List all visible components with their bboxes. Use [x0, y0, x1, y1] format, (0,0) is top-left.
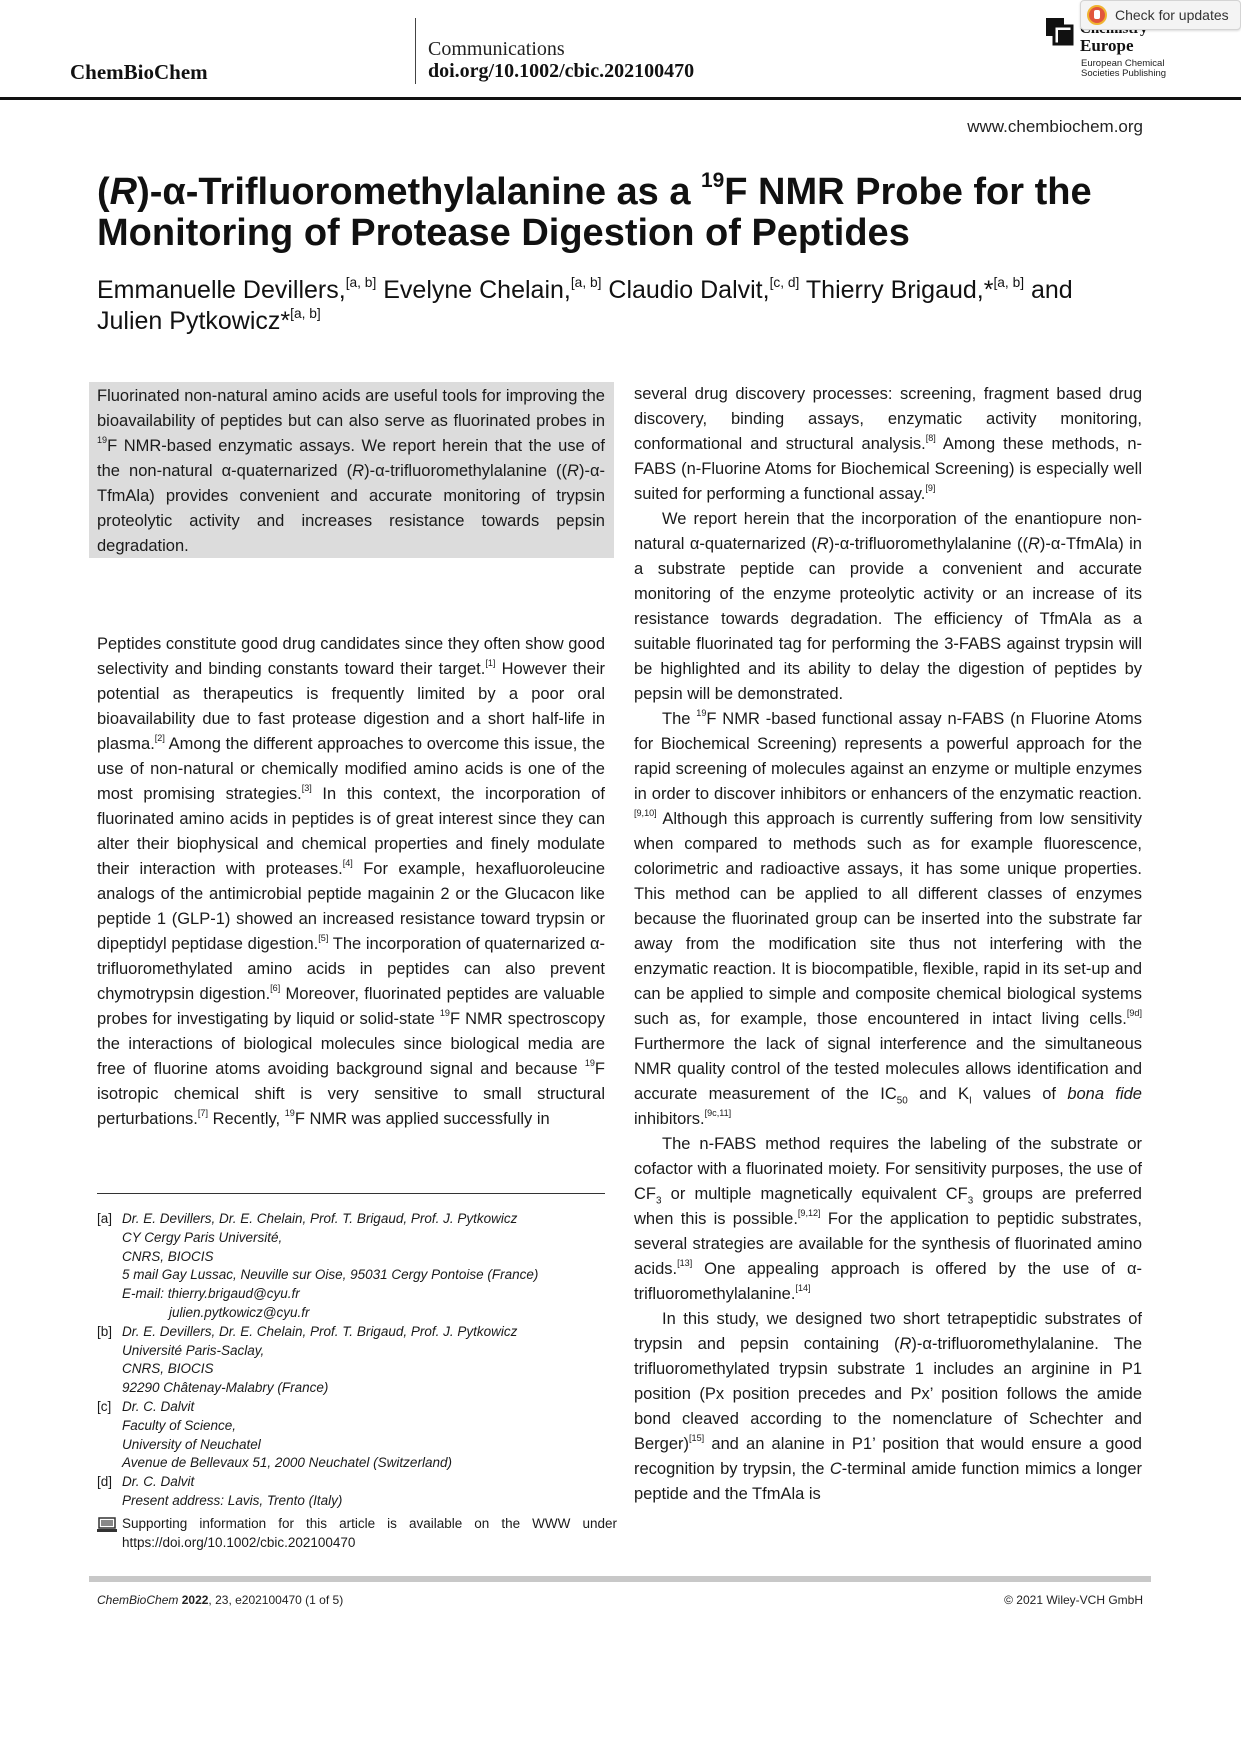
- computer-icon: [97, 1515, 122, 1553]
- citation-ref[interactable]: [9d]: [1126, 1008, 1142, 1019]
- author-list: Emmanuelle Devillers,[a, b] Evelyne Chelain,[a, b] Claudio Dalvit,[c, d] Thierry Brigaud,*[a, b] and Julien Pytkowicz*[a, b]: [97, 274, 1073, 335]
- supporting-information: [97, 1515, 617, 1553]
- affiliation-b: [b] Dr. E. Devillers, Dr. E. Chelain, Prof. T. Brigaud, Prof. J. Pytkowicz Université Paris-Saclay, CNRS, BIOCIS 92290 Châtenay-Malabry (France): [97, 1323, 518, 1396]
- section-label: Communications: [428, 38, 565, 60]
- journal-name: ChemBioChem: [70, 60, 208, 84]
- author[interactable]: Thierry Brigaud,*[a, b]: [805, 274, 1025, 304]
- supporting-info-link[interactable]: Supporting information for this article is available on the WWW under https://doi.org/10.1002/cbic.202100470: [122, 1515, 617, 1550]
- citation-ref[interactable]: [4]: [342, 858, 353, 869]
- title-r: R: [109, 171, 138, 213]
- affiliation-a: [a] Dr. E. Devillers, Dr. E. Chelain, Prof. T. Brigaud, Prof. J. Pytkowicz CY Cergy Paris Université, CNRS, BIOCIS 5 mail Gay Lussac, Neuville sur Oise, 95031 Cergy Pontoise (France) E-mail: thierry.brigaud@cyu.fr julien.pytkowicz@cyu.fr: [97, 1210, 617, 1323]
- author[interactable]: Evelyne Chelain,[a, b]: [383, 274, 602, 304]
- article-title: (R)-α-Trifluoromethylalanine as a $^{19}$F NMR Probe for the Monitoring of Protease Digestion of Peptides: [97, 169, 1092, 254]
- abstract-text: Fluorinated non-natural amino acids are useful tools for improving the bioavailability of peptides but can also serve as fluorinated probes in $^{19}$F NMR-based enzymatic assays. We report herein that the use of the non-natural α-quaternarized (R)-α-trifluoromethylalanine ((R)-α-TfmAla) provides convenient and accurate monitoring of trypsin proteolytic activity and increases resistance towards pepsin degradation.: [97, 387, 605, 555]
- citation-ref[interactable]: [1]: [485, 658, 496, 669]
- paragraph: In this study, we designed two short tetrapeptidic substrates of trypsin and pepsin containing (R)-α-trifluoromethylalanine. The trifluoromethylated trypsin substrate 1 includes an arginine in P1 position (Px position precedes and Px’ position follows the amide bond cleaved according to the nomenclature of Schechter and Berger)[15] and an alanine in P1’ position that would ensure a good recognition by trypsin, the C-terminal amide function mimics a longer peptide and the TfmAla is: [634, 1310, 1142, 1503]
- publisher-logo-icon: [1046, 18, 1076, 48]
- affiliations: [97, 1210, 617, 1552]
- citation-ref[interactable]: [15]: [689, 1433, 705, 1444]
- citation-ref[interactable]: [13]: [677, 1258, 693, 1269]
- citation-ref[interactable]: [9]: [925, 483, 936, 494]
- body-left-column: [97, 632, 605, 1132]
- citation-ref[interactable]: [3]: [301, 783, 312, 794]
- footer-rule: [89, 1576, 1151, 1582]
- publisher-logo-subtitle: European Chemical Societies Publishing: [1081, 58, 1167, 79]
- check-for-updates-button[interactable]: [1080, 0, 1241, 30]
- affiliation-rule: [97, 1193, 605, 1194]
- footer-citation: ChemBioChem 2022, 23, e202100470 (1 of 5): [97, 1593, 344, 1607]
- citation-ref[interactable]: [14]: [795, 1283, 811, 1294]
- paragraph: The n-FABS method requires the labeling of the substrate or cofactor with a fluorinated moiety. For sensitivity purposes, the use of $CF_3$ or multiple magnetically equivalent $CF_3$ groups are preferred when this is possible.[9,12] For the application to peptidic substrates, several strategies are available for the synthesis of fluorinated amino acids.[13] One appealing approach is offered by the use of α-trifluoromethylalanine.[14]: [634, 1135, 1142, 1303]
- abstract-box: [89, 382, 614, 558]
- citation-ref[interactable]: [8]: [925, 433, 936, 444]
- paragraph: several drug discovery processes: screening, fragment based drug discovery, binding assays, enzymatic activity monitoring, conformational and structural analysis.[8] Among these methods, n-FABS (n-Fluorine Atoms for Biochemical Screening) is especially well suited for performing a functional assay.[9]: [634, 385, 1142, 503]
- citation-ref[interactable]: [9c,11]: [704, 1108, 732, 1119]
- doi-link[interactable]: doi.org/10.1002/cbic.202100470: [428, 60, 695, 82]
- header-divider: [415, 18, 416, 84]
- author[interactable]: Emmanuelle Devillers,[a, b]: [97, 274, 377, 304]
- author[interactable]: Julien Pytkowicz*[a, b]: [97, 305, 321, 335]
- affiliation-c: [c] Dr. C. Dalvit Faculty of Science, University of Neuchatel Avenue de Bellevaux 51, 2000 Neuchatel (Switzerland): [97, 1398, 452, 1471]
- citation-ref[interactable]: [6]: [270, 983, 281, 994]
- footer-copyright: © 2021 Wiley-VCH GmbH: [1004, 1593, 1143, 1607]
- email-link[interactable]: julien.pytkowicz@cyu.fr: [169, 1304, 310, 1320]
- paragraph: The $^{19}$F NMR -based functional assay n-FABS (n Fluorine Atoms for Biochemical Screening) represents a powerful approach for the rapid screening of molecules against an enzyme or multiple enzymes in order to discover inhibitors or enhancers of the enzymatic reaction.[9,10] Although this approach is currently suffering from low sensitivity when compared to methods such as for example fluorescence, colorimetric and radioactive assays, it has some unique properties. This method can be applied to all different classes of enzymes because the fluorinated group can be inserted into the substrate far away from the modification site thus not interfering with the enzymatic reaction. It is biocompatible, flexible, rapid in its set-up and can be applied to simple and composite chemical biological systems such as, for example, those encountered in intact living cells.[9d] Furthermore the lack of signal interference and the simultaneous NMR quality control of the tested molecules allows identification and accurate measurement of the $IC_{50}$ and $K_I$ values of bona fide inhibitors.[9c,11]: [634, 708, 1142, 1128]
- paragraph: Peptides constitute good drug candidates since they often show good selectivity and binding constants toward their target.[1] However their potential as therapeutics is frequently limited by a poor oral bioavailability due to fast protease digestion and a short half-life in plasma.[2] Among the different approaches to overcome this issue, the use of non-natural or chemically modified amino acids is one of the most promising strategies.[3] In this context, the incorporation of fluorinated amino acids in peptides is of great interest since they can alter their biophysical and chemical properties and finely modulate their interaction with proteases.[4] For example, hexafluoroleucine analogs of the antimicrobial peptide magainin 2 or the Glucacon like peptide 1 (GLP-1) showed an increased resistance toward trypsin or dipeptidyl peptidase digestion.[5] The incorporation of quaternarized α-trifluoromethylated amino acids in peptides can also prevent chymotrypsin digestion.[6] Moreover, fluorinated peptides are valuable probes for investigating by liquid or solid-state $^{19}$F NMR spectroscopy the interactions of biological molecules since biological media are free of fluorine atoms avoiding background signal and because $^{19}$F isotropic chemical shift is very sensitive to small structural perturbations.[7] Recently, $^{19}$F NMR was applied successfully in: [97, 635, 605, 1128]
- header-rule: [0, 97, 1241, 100]
- author[interactable]: Claudio Dalvit,[c, d]: [608, 274, 800, 304]
- citation-ref[interactable]: [2]: [154, 733, 165, 744]
- body-right-column: [634, 382, 1142, 1507]
- check-for-updates-label: Check for updates: [1115, 7, 1229, 23]
- citation-ref[interactable]: [9,10]: [634, 808, 657, 819]
- crossmark-icon: [1087, 5, 1107, 25]
- email-link[interactable]: E-mail: thierry.brigaud@cyu.fr: [122, 1286, 300, 1302]
- journal-website-link[interactable]: www.chembiochem.org: [967, 117, 1143, 136]
- paragraph: We report herein that the incorporation of the enantiopure non-natural α-quaternarized (R)-α-trifluoromethylalanine ((R)-α-TfmAla) in a substrate peptide can provide a convenient and accurate monitoring of the enzyme proteolytic activity or an increase of its resistance towards degradation. The efficiency of TfmAla as a suitable fluorinated tag for performing the 3-FABS against trypsin will be highlighted and its ability to delay the digestion of peptides by pepsin will be demonstrated.: [634, 510, 1142, 703]
- citation-ref[interactable]: [7]: [197, 1108, 208, 1119]
- citation-ref[interactable]: [5]: [318, 933, 329, 944]
- affiliation-d: [d] Dr. C. Dalvit Present address: Lavis, Trento (Italy): [97, 1474, 343, 1508]
- publisher-logo-line2: Europe: [1080, 36, 1134, 55]
- citation-ref[interactable]: [9,12]: [797, 1208, 821, 1219]
